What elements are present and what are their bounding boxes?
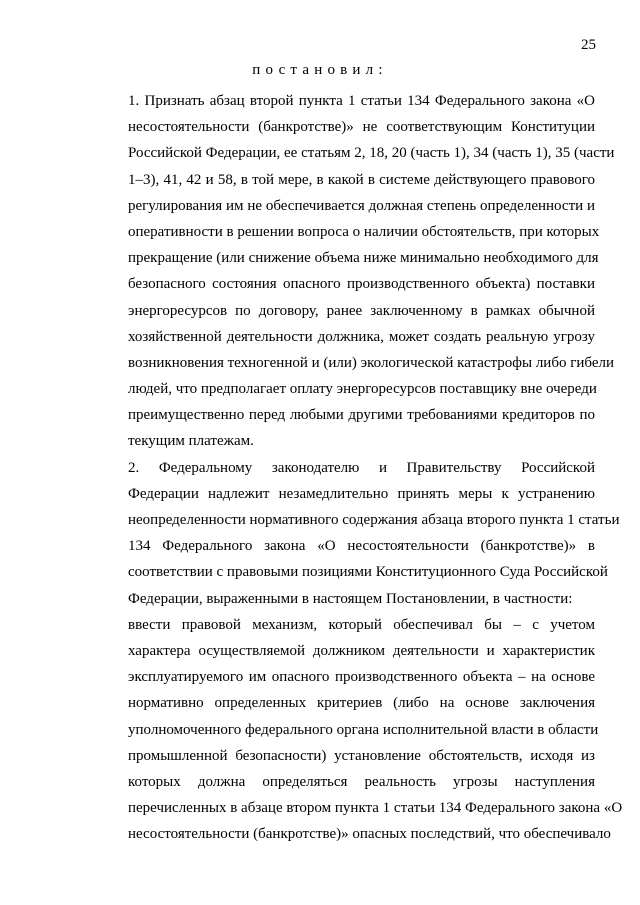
text-line: хозяйственной деятельности должника, может создать реальную угрозу [128,328,595,345]
text-line: текущим платежам. [128,433,254,450]
text-line: соответствии с правовыми позициями Конституционного Суда Российской [128,564,608,581]
text-line: 1–3), 41, 42 и 58, в той мере, в какой в системе действующего правового [128,171,595,188]
text-line: возникновения техногенной и (или) экологической катастрофы либо гибели [128,354,614,371]
text-line: несостоятельности (банкротстве)» опасных последствий, что обеспечивало [128,826,611,843]
text-line: Российской Федерации, ее статьям 2, 18, 20 (часть 1), 34 (часть 1), 35 (части [128,145,615,162]
text-line: Федерации, выраженными в настоящем Постановлении, в частности: [128,590,573,607]
text-line: 2. Федеральному законодателю и Правительству Российской [128,459,595,476]
text-line: характера осуществляемой должником деятельности и характеристик [128,642,595,659]
text-line: уполномоченного федерального органа исполнительной власти в области [128,721,599,738]
resolution-heading: постановил: [252,62,388,78]
text-line: оперативности в решении вопроса о наличии обстоятельств, при которых [128,223,600,240]
document-body [92,88,623,847]
text-line: перечисленных в абзаце втором пункта 1 статьи 134 Федерального закона «О [128,800,623,817]
text-line: ввести правовой механизм, который обеспечивал бы – с учетом [128,616,595,633]
text-line: 1. Признать абзац второй пункта 1 статьи 134 Федерального закона «О [128,93,595,109]
text-line: прекращение (или снижение объема ниже минимально необходимого для [128,250,599,267]
text-line: несостоятельности (банкротстве)» не соответствующим Конституции [128,119,595,136]
paragraph-3 [92,612,623,848]
text-line: нормативно определенных критериев (либо на основе заключения [128,695,595,712]
paragraph-2 [92,455,620,612]
text-line: регулирования им не обеспечивается должная степень определенности и [128,197,595,214]
text-line: промышленной безопасности) установление обстоятельств, исходя из [128,747,595,764]
text-line: эксплуатируемого им опасного производственного объекта – на основе [128,669,595,686]
text-line: людей, что предполагает оплату энергоресурсов поставщику вне очереди [128,381,597,398]
text-line: преимущественно перед любыми другими требованиями кредиторов по [128,407,595,424]
text-line: неопределенности нормативного содержания абзаца второго пункта 1 статьи [128,512,620,528]
paragraph-1 [92,88,615,455]
text-line: Федерации надлежит незамедлительно принять меры к устранению [128,485,595,502]
text-line: безопасного состояния опасного производственного объекта) поставки [128,276,595,293]
page-number: 25 [581,37,596,53]
text-line: которых должна определяться реальность угрозы наступления [128,773,595,790]
text-line: 134 Федерального закона «О несостоятельности (банкротстве)» в [128,538,595,555]
text-line: энергоресурсов по договору, ранее заключенному в рамках обычной [128,302,595,319]
